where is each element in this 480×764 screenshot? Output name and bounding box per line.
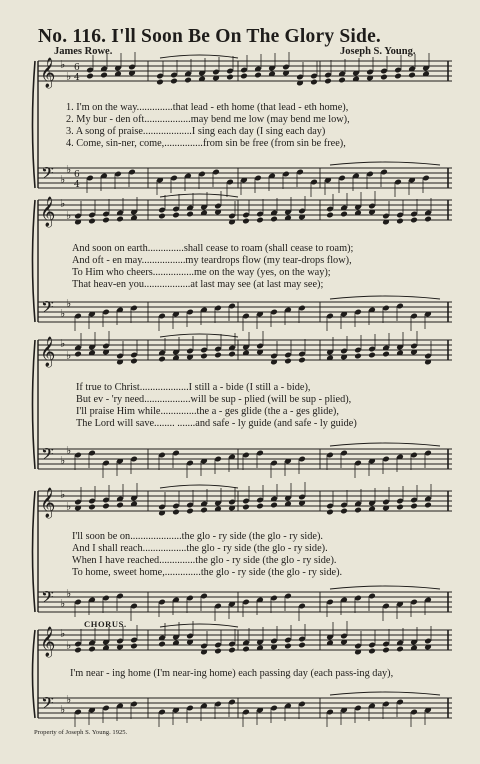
hymn-title: No. 116. I'll Soon Be On The Glory Side.	[38, 26, 381, 47]
note-head	[186, 211, 194, 218]
note-head	[340, 508, 348, 515]
lyric-line: 3. A song of praise...................I sing each day (I sing each day)	[66, 126, 326, 137]
note-head	[408, 72, 416, 79]
note-head	[74, 351, 82, 358]
slur	[160, 334, 238, 337]
flat-sign: ♭	[60, 173, 66, 186]
brace	[33, 340, 36, 469]
note-head	[74, 647, 82, 654]
note-head	[338, 77, 346, 84]
flat-sign: ♭	[66, 587, 72, 600]
flat-sign: ♭	[66, 163, 72, 176]
bass-clef: 𝄢	[41, 444, 54, 468]
note-head	[326, 212, 334, 219]
note-head	[158, 356, 166, 363]
brace	[33, 200, 36, 322]
note-head	[186, 508, 194, 515]
note-head	[130, 643, 138, 650]
note-head	[424, 502, 432, 509]
note-head	[172, 509, 180, 516]
lyric-line: But ev - 'ry need..................will be sup - plied (will be sup - plied),	[76, 394, 352, 405]
note-head	[100, 72, 108, 79]
note-head	[396, 646, 404, 653]
slur	[160, 485, 238, 488]
note-head	[116, 502, 124, 509]
chorus-label: CHORUS.	[84, 619, 127, 629]
note-head	[284, 358, 292, 365]
note-head	[394, 73, 402, 80]
note-head	[424, 216, 432, 223]
flat-sign: ♭	[66, 500, 72, 513]
slur	[330, 296, 440, 299]
bass-clef: 𝄢	[41, 587, 54, 611]
slur	[160, 55, 238, 58]
lyric-line: I'll soon be on....................the glo - ry side (the glo - ry side).	[72, 531, 323, 542]
brace	[33, 61, 36, 188]
note-head	[396, 504, 404, 511]
lyric-line: I'll praise Him while..............the a - ges glide (the a - ges glide),	[76, 406, 339, 417]
treble-clef: 𝄞	[40, 58, 56, 88]
bass-clef: 𝄢	[41, 297, 54, 321]
lyric-line: 4. Come, sin-ner, come,...............from sin be free (from sin be free),	[66, 138, 346, 149]
note-head	[184, 77, 192, 84]
note-head	[242, 504, 250, 511]
note-head	[340, 211, 348, 218]
flat-sign: ♭	[66, 297, 72, 310]
flat-sign: ♭	[60, 627, 66, 640]
lyric-line: 2. My bur - den oft..................may bend me low (may bend me low),	[66, 114, 350, 125]
time-signature: 4	[74, 180, 80, 190]
note-head	[240, 73, 248, 80]
lyric-line: And I shall reach.................the glo - ry side (the glo - ry side).	[72, 543, 328, 554]
note-head	[354, 353, 362, 360]
note-head	[270, 216, 278, 223]
note-head	[326, 509, 334, 516]
note-head	[102, 217, 110, 224]
note-head	[86, 73, 94, 80]
lyric-line: 1. I'm on the way..............that lead - eth home (that lead - eth home),	[66, 102, 349, 113]
time-signature: 6	[74, 63, 80, 73]
note-head	[256, 503, 264, 510]
flat-sign: ♭	[66, 209, 72, 222]
note-head	[158, 213, 166, 220]
flat-sign: ♭	[60, 307, 66, 320]
treble-clef: 𝄞	[40, 488, 56, 518]
note-head	[102, 503, 110, 510]
note-head	[324, 78, 332, 85]
note-head	[226, 74, 234, 81]
lyric-line: To Him who cheers................me on the way (yes, on the way);	[72, 267, 331, 278]
lyric-line: And soon on earth..............shall cease to roam (shall cease to roam);	[72, 243, 354, 254]
slur	[330, 443, 440, 446]
note-head	[156, 79, 164, 86]
lyricist: James Rowe.	[54, 46, 113, 57]
flat-sign: ♭	[66, 639, 72, 652]
note-head	[88, 646, 96, 653]
note-head	[254, 72, 262, 79]
note-head	[214, 352, 222, 359]
slur	[160, 624, 238, 627]
note-head	[368, 648, 376, 655]
note-head	[200, 353, 208, 360]
note-head	[382, 647, 390, 654]
note-head	[214, 648, 222, 655]
lyric-line: If true to Christ...................I still a - bide (I still a - bide),	[76, 382, 311, 393]
note-head	[410, 217, 418, 224]
copyright-footer: Property of Joseph S. Young. 1925.	[34, 729, 128, 736]
time-signature: 6	[74, 170, 80, 180]
lyric-line: I'm near - ing home (I'm near-ing home) each passing day (each pass-ing day),	[70, 668, 394, 679]
flat-sign: ♭	[60, 488, 66, 501]
flat-sign: ♭	[60, 337, 66, 350]
treble-clef: 𝄞	[40, 627, 56, 657]
note-head	[158, 641, 166, 648]
note-head	[130, 358, 138, 365]
bass-clef: 𝄢	[41, 163, 54, 187]
note-head	[354, 507, 362, 514]
note-head	[172, 212, 180, 219]
note-head	[270, 502, 278, 509]
flat-sign: ♭	[66, 349, 72, 362]
note-head	[310, 79, 318, 86]
flat-sign: ♭	[60, 197, 66, 210]
note-head	[200, 507, 208, 514]
bass-clef: 𝄢	[41, 693, 54, 717]
flat-sign: ♭	[66, 693, 72, 706]
note-head	[242, 218, 250, 225]
time-signature: 4	[74, 73, 80, 83]
brace	[33, 491, 36, 612]
lyric-line: That heav-en you..................at last may see (at last may see);	[72, 279, 324, 290]
lyric-line: To home, sweet home,..............the glo - ry side (the glo - ry side).	[72, 567, 343, 578]
note-head	[298, 642, 306, 649]
slur	[330, 692, 440, 695]
note-head	[116, 216, 124, 223]
note-head	[368, 352, 376, 359]
note-head	[382, 351, 390, 358]
note-head	[88, 218, 96, 225]
note-head	[228, 647, 236, 654]
note-head	[256, 217, 264, 224]
note-head	[298, 357, 306, 364]
flat-sign: ♭	[66, 444, 72, 457]
flat-sign: ♭	[60, 597, 66, 610]
lyric-line: When I have reached..............the glo - ry side (the glo - ry side).	[72, 555, 337, 566]
brace	[33, 630, 36, 718]
note-head	[170, 78, 178, 85]
slur	[330, 586, 440, 589]
note-head	[396, 218, 404, 225]
lyric-line: And oft - en may.................my teardrops flow (my tear-drops flow),	[72, 255, 352, 266]
flat-sign: ♭	[60, 58, 66, 71]
note-head	[228, 351, 236, 358]
note-head	[242, 646, 250, 653]
lyric-line: The Lord will save........ .......and safe - ly guide (and safe - ly guide)	[76, 418, 357, 429]
note-head	[284, 643, 292, 650]
note-head	[380, 74, 388, 81]
note-head	[410, 503, 418, 510]
treble-clef: 𝄞	[40, 337, 56, 367]
slur	[330, 162, 440, 165]
flat-sign: ♭	[60, 703, 66, 716]
note-head	[88, 504, 96, 511]
flat-sign: ♭	[66, 70, 72, 83]
treble-clef: 𝄞	[40, 197, 56, 227]
flat-sign: ♭	[60, 454, 66, 467]
composer: Joseph S. Young.	[340, 46, 416, 57]
slur	[160, 194, 238, 197]
